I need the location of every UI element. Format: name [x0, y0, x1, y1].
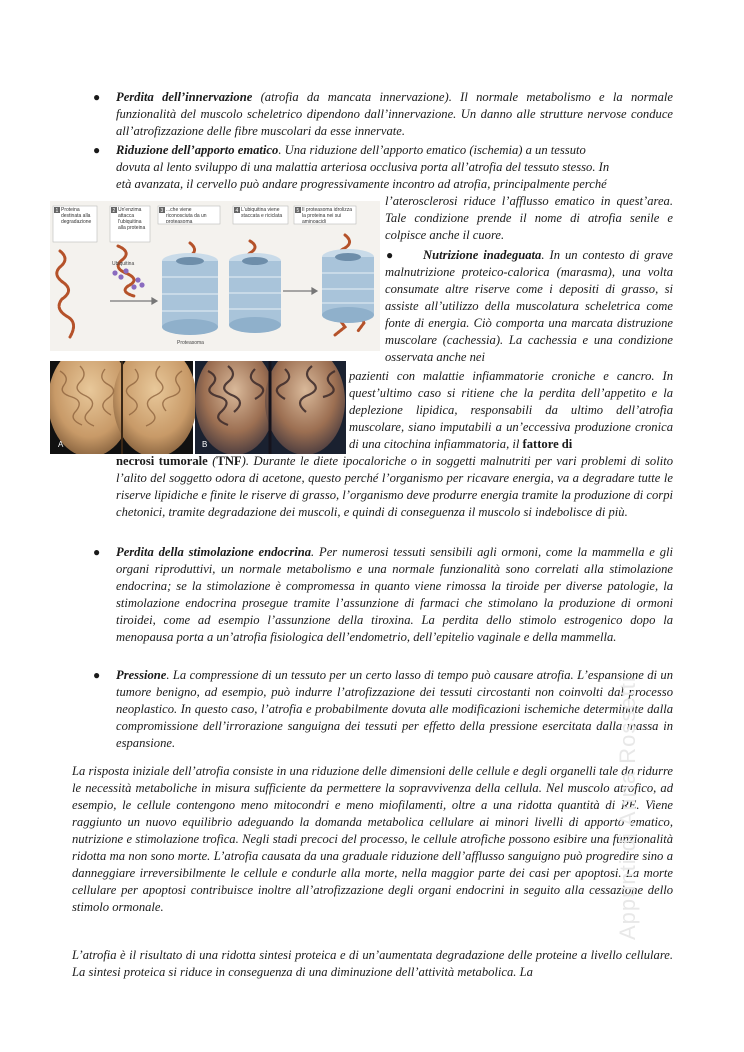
proteasome-barrel — [162, 253, 218, 335]
term-tnf: fattore di — [522, 437, 573, 451]
bullet-text: (atrofia da mancata innervazione). Il normale metabolismo e la normale funzionalità del muscolo scheletrico dipendono dall’innervazione. Un danno alle strutture nervose conduce all’atrofizzazione delle fibre muscolari da esse innervate. — [116, 90, 673, 138]
proteasome-label: Proteasoma — [177, 340, 204, 346]
step-number: 3 — [160, 208, 164, 214]
step-label-1: Proteina destinata alla degradazione — [61, 207, 92, 225]
panel-label-b: B — [202, 440, 208, 449]
bullet-lead: Riduzione dell’apporto ematico — [116, 143, 279, 157]
proteasome-barrel — [322, 249, 374, 323]
paragraph-text: La risposta iniziale dell’atrofia consiste in una riduzione delle dimensioni delle cellule e degli organelli tale da ridurre le necessità metaboliche in misura sufficiente da permettere la sopravvivenza della cellula. Nel muscolo atrofico, ad esempio, le cellule contengono meno mitocondri e meno miofilamenti, oltre a una ridotta quantità di RE. Viene raggiunto un nuovo equilibrio adeguando la domanda metabolica cellulare ai minori livelli di apporto ematico, nutrizione e stimolazione trofica. Negli stadi precoci del processo, le cellule atrofiche possono esibire una funzionalità ridotta ma non sono morte. L’atrofia causata da una graduale riduzione dell’afflusso sanguigno può progredire sino a danneggiare irreversibilmente le cellule e condurle alla morte, nella maggior parte dei casi per apoptosi. La morte cellulare per apoptosi contribuisce inoltre all’atrofizzazione degli organi endocrini in seguito alla cessazione dello stimolo ormonale. — [72, 764, 673, 914]
bullet-text: . Una riduzione dell’apporto ematico (ischemia) a un tessuto — [278, 143, 586, 157]
watermark: Appunti di Anna Rossetti — [615, 676, 640, 940]
bullet-marker: ● — [93, 143, 101, 157]
step-label-2: Un'enzima attacca l'ubiquitina alla proteina — [118, 207, 146, 231]
bullet-marker: ● — [386, 248, 394, 262]
bullet-marker: ● — [93, 90, 101, 104]
step-number: 4 — [235, 208, 239, 214]
bullet-text: . La compressione di un tessuto per un certo lasso di tempo può causare atrofia. L’espansione di un tumore benigno, ad esempio, può indurre l’atrofizzazione dei tessuti circostanti non coinvolti dal processo neoplastico. In questo caso, l’atrofia e probabilmente dovuta alle modificazioni ischemiche determinate dalla compromissione dell’irrorazione sanguigna dei tessuti per effetto della pressione esercitata dalla massa in espansione. — [116, 668, 673, 750]
bullet-marker: ● — [93, 668, 101, 682]
proteasome-diagram — [50, 201, 380, 351]
proteasome-figure — [50, 201, 380, 351]
bullet-apporto-ematico-wrap — [385, 193, 673, 244]
proteasome-barrel — [229, 253, 281, 333]
brain-photo-figure — [50, 361, 346, 454]
term-tnf-abbrev: TNF — [216, 454, 242, 468]
term-tnf: necrosi tumorale — [116, 454, 208, 468]
ubiquitin-label: Ubiquitina — [112, 261, 135, 267]
bullet-nutrizione-full — [116, 453, 673, 521]
bullet-text: età avanzata, il cervello può andare progressivamente incontro ad atrofia, principalmente perché — [116, 177, 607, 191]
bullet-innervazione — [116, 89, 673, 140]
bullet-text: dovuta al lento sviluppo di una malattia arteriosa occlusiva porta all’atrofia del tessuto stesso. In — [116, 160, 610, 174]
bullet-endocrina — [116, 544, 673, 646]
bullet-text: . Per numerosi tessuti sensibili agli ormoni, come la mammella e gli organi riproduttivi, un normale metabolismo e una normale funzionalità sono correlati alla stimolazione endocrina; se la stimolazione è compromessa in quanto viene rimossa la tiroide per diverse patologie, la stimolazione endocrina prosegue tramite l’assunzione di farmaci che stimolano la produzione di ormoni tiroidei, come ad esempio l’assunzione della tiroxina. La perdita dello stimolo estrogenico dopo la menopausa porta a un’atrofia fisiologica dell’endometrio, dell’epitelio vaginale e della mammella. — [116, 545, 673, 644]
bullet-lead: Nutrizione inadeguata — [423, 248, 542, 262]
panel-label-a: A — [58, 440, 64, 449]
bullet-text: . In un contesto di grave malnutrizione proteico-calorica (marasma), una volta consumate altre riserve come i depositi di grasso, si assiste all’utilizzo della muscolatura scheletrica come fonte di energia. Ciò comporta una marcata distruzione muscolare (cachessia). La cachessia e una condizione osservata anche nei — [385, 248, 673, 364]
bullet-text: ( — [207, 454, 217, 468]
step-label-3: ...che viene riconosciuta da un proteasoma — [166, 207, 207, 223]
paragraph — [72, 763, 673, 916]
bullet-text: l’aterosclerosi riduce l’afflusso ematico in quest’area. Tale condizione prende il nome di atrofia senile e colpisce anche il cuore. — [385, 194, 673, 242]
bullet-lead: Perdita dell’innervazione — [116, 90, 253, 104]
paragraph-text: L’atrofia è il risultato di una ridotta sintesi proteica e di un’aumentata degradazione delle proteine a livello cellulare. La sintesi proteica si riduce in conseguenza di una diminuzione dell’attività metabolica. La — [72, 948, 673, 979]
step-number: 1 — [55, 208, 59, 214]
bullet-nutrizione-wrap2 — [349, 368, 673, 453]
bullet-apporto-ematico — [116, 142, 673, 193]
step-number: 5 — [296, 208, 300, 214]
step-number: 2 — [112, 208, 116, 214]
bullet-lead: Perdita della stimolazione endocrina — [116, 545, 312, 559]
bullet-lead: Pressione — [116, 668, 167, 682]
bullet-pressione — [116, 667, 673, 752]
step-label-4: L'ubiquitina viene staccata e riciclata — [241, 207, 283, 219]
protein-chain — [57, 251, 74, 337]
bullet-text: ). Durante le diete ipocaloriche o in soggetti malnutriti per vari problemi di solito l’alito del soggetto odora di acetone, questo perché l’organismo per ricavare energia, va a degradare tutte le riserve lipidiche e finite le riserve di grasso, l’organismo deve produrre energia tramite la produzione di corpi chetonici, tramite degradazione dei muscoli, e quindi di conseguenza il muscolo si indebolisce di più. — [116, 454, 674, 519]
bullet-text: pazienti con malattie infiammatorie croniche e cancro. In quest’ultimo caso si ritiene che la perdita dell’appetito e la deplezione lipidica, responsabili da ultimo dell’atrofia muscolare, siano imputabili a un’eccessiva produzione cronica di una citochina infiammatoria, il — [349, 369, 673, 451]
bullet-nutrizione — [385, 247, 673, 366]
brain-photos — [50, 361, 346, 454]
bullet-marker: ● — [93, 545, 101, 559]
paragraph — [72, 947, 673, 981]
step-label-5: Il proteasoma idrolizza la proteina nei sui aminoacidi — [302, 207, 353, 223]
